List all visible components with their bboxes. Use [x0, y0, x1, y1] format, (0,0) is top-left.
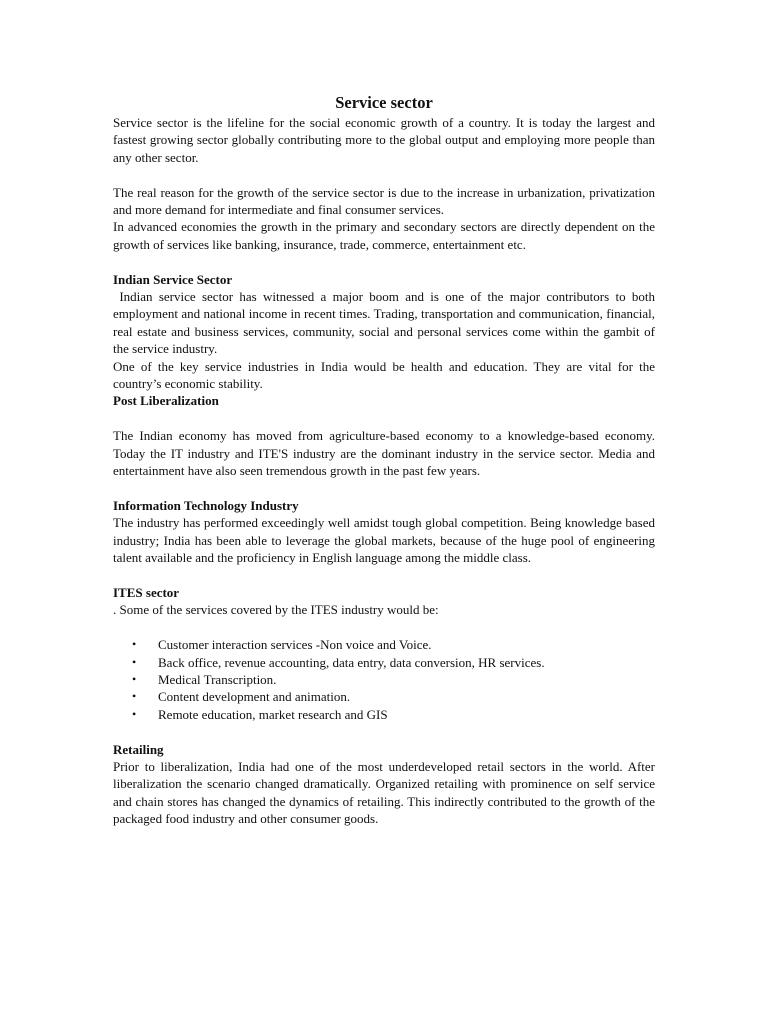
ites-sector-intro: . Some of the services covered by the ITES industry would be: — [113, 602, 439, 618]
retailing-paragraph: Prior to liberalization, India had one of the most underdeveloped retail sectors in the world. After liberalization the scenario changed dramatically. Organized retailing with prominence on self service and chain stores has changed the dynamics of retailing. This indirectly contributed to the growth of the packaged food industry and other consumer goods. — [113, 758, 655, 827]
list-item — [113, 671, 655, 688]
list-item-text: Remote education, market research and GIS — [158, 706, 388, 722]
list-item — [113, 636, 655, 653]
list-item-text: Medical Transcription. — [158, 671, 277, 687]
list-item — [113, 706, 655, 723]
intro-paragraph: Service sector is the lifeline for the social economic growth of a country. It is today the largest and fastest growing sector globally contributing more to the global output and employing more people than any other sector. — [113, 115, 655, 165]
list-item-text: Back office, revenue accounting, data entry, data conversion, HR services. — [158, 654, 545, 670]
document-title: Service sector — [335, 93, 433, 112]
bullet-icon: • — [132, 689, 137, 704]
bullet-icon: • — [132, 637, 137, 652]
list-item — [113, 654, 655, 671]
advanced-economies-paragraph: In advanced economies the growth in the primary and secondary sectors are directly dependent on the growth of services like banking, insurance, trade, commerce, entertainment etc. — [113, 219, 655, 252]
growth-paragraph: The real reason for the growth of the service sector is due to the increase in urbanization, privatization and more demand for intermediate and final consumer services. — [113, 184, 655, 218]
bullet-icon: • — [132, 671, 137, 686]
it-industry-paragraph: The industry has performed exceedingly well amidst tough global competition. Being knowledge based industry; India has been able to leverage the global markets, because of the huge pool of engineering talent available and the proficiency in English language among the middle class. — [113, 515, 655, 566]
post-liberalization-paragraph: The Indian economy has moved from agriculture-based economy to a knowledge-based economy. Today the IT industry and ITE'S industry are the dominant industry in the service sector. Media and entertainment have also seen tremendous growth in the past few years. — [113, 428, 655, 479]
list-item — [113, 688, 655, 705]
retailing-heading: Retailing — [113, 741, 164, 757]
health-education-paragraph: One of the key service industries in India would be health and education. They are vital for the country’s economic stability. — [113, 358, 655, 392]
ites-services-list — [113, 636, 655, 723]
it-industry-heading: Information Technology Industry — [113, 497, 299, 513]
indian-service-sector-paragraph: Indian service sector has witnessed a major boom and is one of the major contributors to both employment and national income in recent times. Trading, transportation and communication, financial, real estate and business services, community, social and personal services come within the gambit of the service industry. — [113, 289, 659, 357]
ites-sector-heading: ITES sector — [113, 584, 180, 600]
bullet-icon: • — [132, 706, 137, 721]
post-liberalization-heading: Post Liberalization — [113, 393, 219, 409]
indian-service-sector-heading: Indian Service Sector — [113, 271, 233, 287]
list-item-text: Content development and animation. — [158, 689, 351, 705]
list-item-text: Customer interaction services -Non voice and Voice. — [158, 637, 432, 653]
bullet-icon: • — [132, 654, 137, 669]
